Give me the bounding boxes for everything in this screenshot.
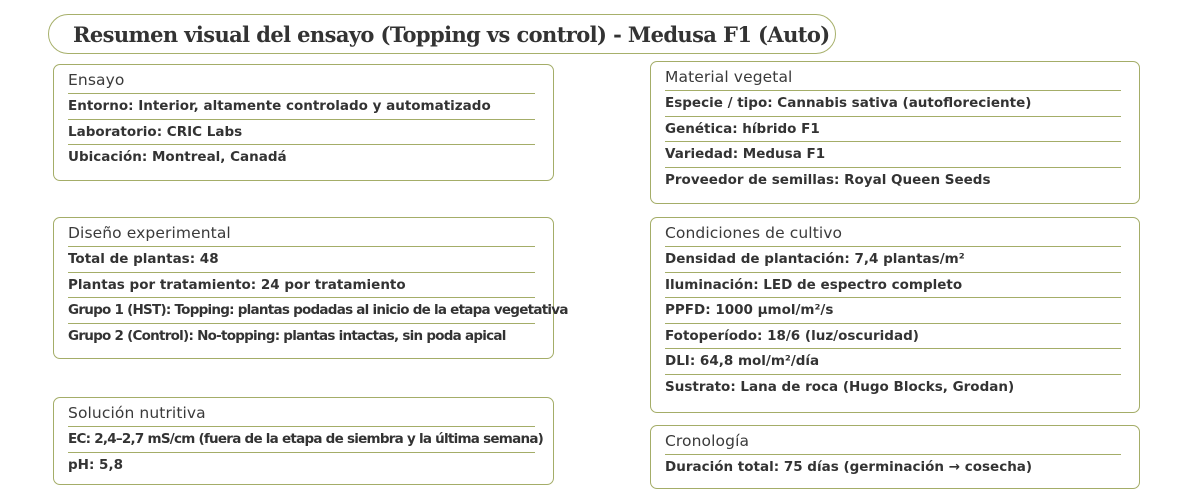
card-title: Condiciones de cultivo <box>665 222 1121 247</box>
info-row: Densidad de plantación: 7,4 plantas/m² <box>665 247 1121 273</box>
info-row: Plantas por tratamiento: 24 por tratamiento <box>68 273 535 299</box>
info-row: Variedad: Medusa F1 <box>665 142 1121 168</box>
info-row: Grupo 1 (HST): Topping: plantas podadas al inicio de la etapa vegetativa <box>68 298 535 324</box>
info-row: Entorno: Interior, altamente controlado y automatizado <box>68 94 535 120</box>
card-diseno-experimental <box>53 217 568 359</box>
info-row: Duración total: 75 días (germinación → cosecha) <box>665 459 1033 475</box>
info-row: Genética: híbrido F1 <box>665 117 1121 143</box>
info-row: Especie / tipo: Cannabis sativa (autofloreciente) <box>665 91 1121 117</box>
card-material-vegetal <box>650 61 1140 204</box>
info-row: Fotoperíodo: 18/6 (luz/oscuridad) <box>665 324 1121 350</box>
page-title-banner <box>48 14 836 54</box>
card-title: Cronología <box>665 430 1121 455</box>
info-row: Iluminación: LED de espectro completo <box>665 273 1121 299</box>
page-title: Resumen visual del ensayo (Topping vs control) - Medusa F1 (Auto) <box>73 21 830 47</box>
card-title: Solución nutritiva <box>68 402 535 427</box>
info-row: pH: 5,8 <box>68 456 123 473</box>
info-row: EC: 2,4–2,7 mS/cm (fuera de la etapa de siembra y la última semana) <box>68 427 535 453</box>
card-condiciones-cultivo <box>650 217 1140 413</box>
card-cronologia <box>650 425 1140 489</box>
card-title: Ensayo <box>68 69 535 94</box>
info-row: Proveedor de semillas: Royal Queen Seeds <box>665 171 991 188</box>
info-row: Ubicación: Montreal, Canadá <box>68 149 287 165</box>
card-title: Diseño experimental <box>68 222 535 247</box>
info-row: Total de plantas: 48 <box>68 247 535 273</box>
info-row: Laboratorio: CRIC Labs <box>68 120 535 146</box>
info-row: Grupo 2 (Control): No-topping: plantas intactas, sin poda apical <box>68 327 506 344</box>
info-row: Sustrato: Lana de roca (Hugo Blocks, Grodan) <box>665 378 1015 395</box>
info-row: PPFD: 1000 µmol/m²/s <box>665 298 1121 324</box>
card-solucion-nutritiva <box>53 397 554 485</box>
card-title: Material vegetal <box>665 66 1121 91</box>
card-ensayo <box>53 64 554 181</box>
info-row: DLI: 64,8 mol/m²/día <box>665 349 1121 375</box>
